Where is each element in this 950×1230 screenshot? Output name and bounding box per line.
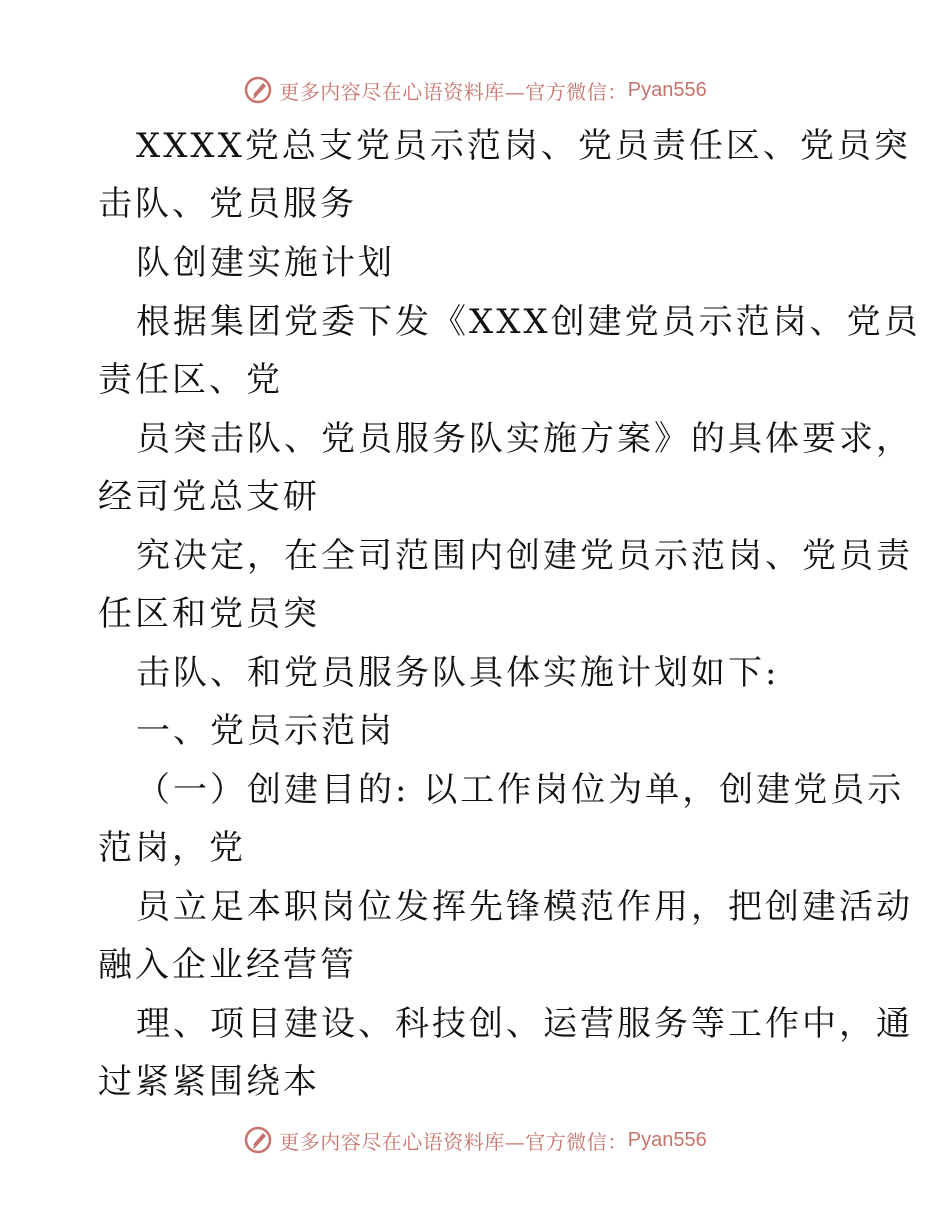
watermark-text: 更多内容尽在心语资料库—官方微信：	[279, 79, 628, 104]
text-line: 任区和党员突	[98, 594, 320, 634]
text-line: 责任区、党	[98, 360, 283, 400]
text-line: 员立足本职岗位发挥先锋模范作用，把创建活动	[136, 887, 913, 927]
section-heading: 一、党员示范岗	[136, 711, 395, 751]
pen-seal-icon	[243, 1125, 273, 1155]
text-line: 击队、党员服务	[98, 184, 357, 224]
footer-watermark	[0, 1120, 950, 1160]
text-line: 范岗，党	[98, 828, 246, 868]
watermark-wechat-id: Pyan556	[627, 1128, 707, 1151]
watermark-text: 更多内容尽在心语资料库—官方微信：	[279, 1129, 628, 1154]
text-line: 融入企业经营管	[98, 945, 357, 985]
text-line: 根据集团党委下发《XXX创建党员示范岗、党员	[136, 302, 921, 342]
text-line: XXXX党总支党员示范岗、党员责任区、党员突	[136, 126, 911, 166]
text-line: 员突击队、党员服务队实施方案》的具体要求，	[136, 419, 913, 459]
text-line: 经司党总支研	[98, 477, 320, 517]
text-line: 队创建实施计划	[136, 243, 395, 283]
watermark-wechat-id: Pyan556	[627, 78, 707, 101]
text-line: 理、项目建设、科技创、运营服务等工作中，通	[136, 1004, 913, 1044]
text-line: 过紧紧围绕本	[98, 1062, 320, 1102]
header-watermark	[0, 70, 950, 110]
text-line: （一）创建目的: 以工作岗位为单，创建党员示	[136, 770, 905, 810]
pen-seal-icon	[243, 75, 273, 105]
text-line: 究决定，在全司范围内创建党员示范岗、党员责	[136, 536, 913, 576]
text-line: 击队、和党员服务队具体实施计划如下:	[136, 653, 780, 693]
